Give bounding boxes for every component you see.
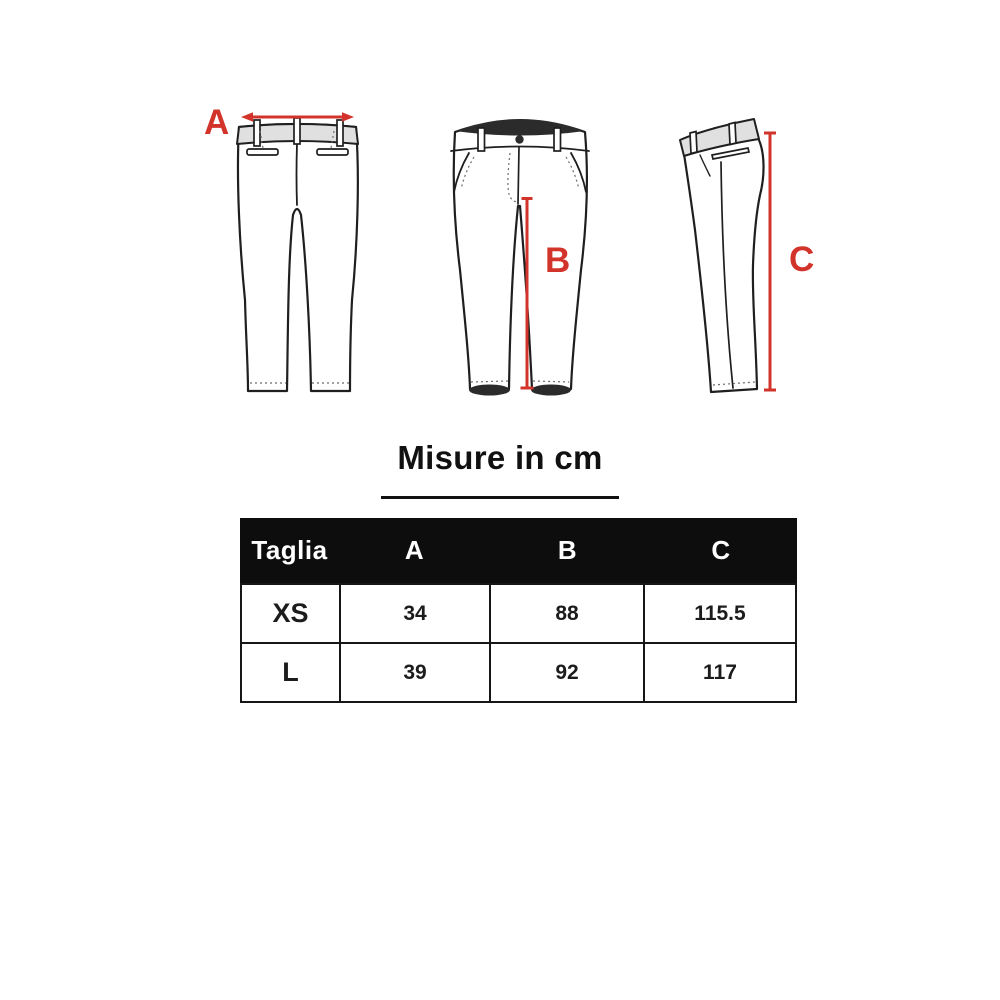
measure-b-value: 88 xyxy=(489,585,643,642)
hem-shadow xyxy=(469,385,510,396)
column-header-c: C xyxy=(711,535,731,565)
measurement-label-c: C xyxy=(789,240,815,279)
belt-loop xyxy=(690,132,697,154)
size-value: L xyxy=(282,657,299,687)
measurement-c-line xyxy=(764,133,776,390)
pants-front-view-diagram xyxy=(451,119,589,396)
size-table xyxy=(240,518,797,703)
back-pocket-right xyxy=(317,149,348,155)
measurement-label-b: B xyxy=(545,241,571,280)
column-header-taglia: Taglia xyxy=(251,535,328,565)
size-value: XS xyxy=(272,598,309,628)
column-header-a: A xyxy=(404,535,425,565)
waist-button xyxy=(515,135,523,143)
hem-shadow xyxy=(531,385,571,396)
pants-side-view-diagram xyxy=(680,119,814,392)
title-underline xyxy=(381,496,619,499)
belt-loop xyxy=(294,118,300,144)
pants-back-view-diagram xyxy=(204,103,358,391)
belt-loop xyxy=(478,128,485,151)
size-table-body xyxy=(240,583,797,703)
waistband-inside xyxy=(455,119,585,136)
measurement-label-a: A xyxy=(204,103,230,142)
page-title: Misure in cm xyxy=(397,439,603,476)
belt-loop xyxy=(729,123,736,145)
table-row-l xyxy=(242,642,795,701)
size-table-header-row xyxy=(240,518,797,583)
measure-a-value: 34 xyxy=(339,585,489,642)
measure-a-value: 39 xyxy=(339,644,489,701)
measure-c-value: 117 xyxy=(643,644,795,701)
title-block xyxy=(0,438,1000,499)
table-row-xs xyxy=(242,585,795,642)
back-pocket-left xyxy=(247,149,278,155)
measure-c-value: 115.5 xyxy=(643,585,795,642)
belt-loop xyxy=(554,128,561,151)
measure-b-value: 92 xyxy=(489,644,643,701)
column-header-b: B xyxy=(557,535,578,565)
belt-loop xyxy=(254,120,260,146)
belt-loop xyxy=(337,120,343,146)
pants-diagrams xyxy=(0,0,1000,430)
